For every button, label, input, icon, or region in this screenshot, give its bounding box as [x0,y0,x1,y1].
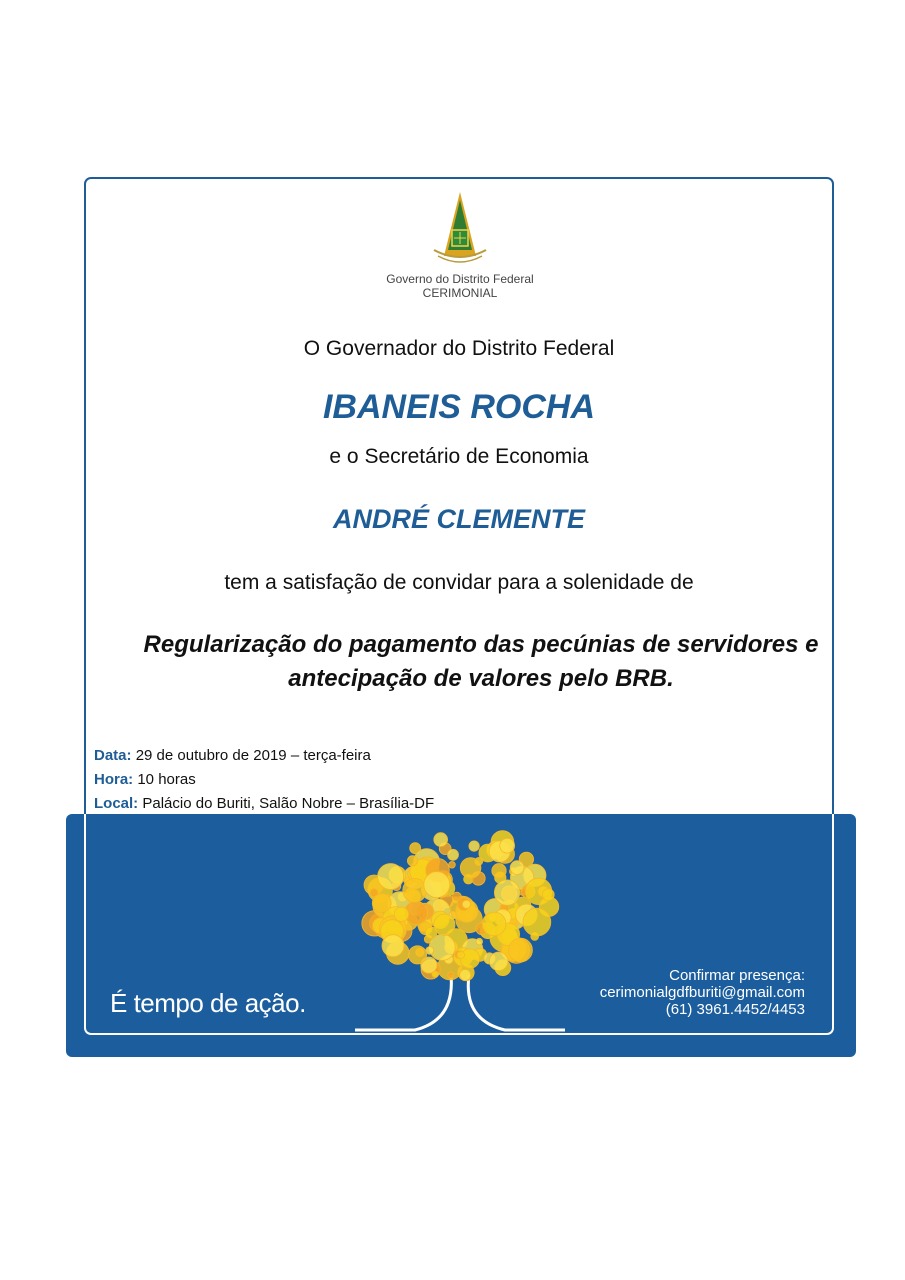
secretary-intro: e o Secretário de Economia [329,445,589,468]
date-label: Data: [94,747,132,764]
place-row [94,792,434,816]
secretary-name: ANDRÉ CLEMENTE [332,504,585,534]
tree-bubble [372,894,391,913]
tree-bubble [500,838,515,853]
tree-bubble [469,841,479,851]
logo-dept-name: CERIMONIAL [422,286,498,300]
gdf-emblem-icon [430,190,490,268]
tree-bubble [432,971,438,977]
tree-bubble [434,914,455,935]
tree-bubble [509,938,533,962]
intro-line: O Governador do Distrito Federal [303,337,615,360]
rsvp-email[interactable]: cerimonialgdfburiti@gmail.com [599,984,805,1001]
tree-bubble [510,861,524,875]
tree-bubble [378,864,404,890]
tree-bubble [460,969,471,980]
tree-bubble [426,947,434,955]
tree-bubble [462,900,470,908]
tree-illustration-icon [355,825,565,1035]
time-label: Hora: [94,771,134,788]
tree-bubble [482,912,506,936]
event-title-line-1: Regularização do pagamento das pecúnias de servidores e [143,631,819,658]
place-value: Palácio do Buriti, Salão Nobre – Brasília-DF [142,795,435,812]
rsvp-contact [600,967,805,1018]
tree-bubble [489,952,508,971]
rsvp-phone: (61) 3961.4452/4453 [665,1001,805,1018]
event-details [94,744,434,816]
tree-bubble [382,935,404,957]
tree-bubble [448,849,459,860]
tree-bubble [407,856,417,866]
slogan: É tempo de ação. [110,988,306,1018]
tree-bubble [460,858,481,879]
time-row [94,768,434,792]
event-title [66,628,896,696]
tree-bubble [424,872,450,898]
tree-bubble [448,972,454,978]
tree-bubble [434,833,448,847]
rsvp-title: Confirmar presença: [669,967,805,984]
tree-bubble [523,908,551,936]
date-row [94,744,434,768]
tree-bubble [494,880,519,905]
place-label: Local: [94,795,139,812]
event-title-line-2: antecipação de valores pelo BRB. [288,665,674,692]
tree-bubble [542,889,554,901]
logo-org-name: Governo do Distrito Federal [386,272,534,286]
gdf-logo [380,190,540,310]
tree-bubble [476,938,483,945]
date-value: 29 de outubro de 2019 – terça-feira [135,747,371,764]
invite-text: tem a satisfação de convidar para a solenidade de [224,571,694,594]
tree-bubble [403,878,427,902]
time-value: 10 horas [137,771,196,788]
tree-bubble [394,907,408,921]
tree-bubble [457,951,464,958]
governor-name: IBANEIS ROCHA [322,388,596,426]
tree-bubble [492,864,506,878]
tree-bubble [408,946,426,964]
tree-bubble [449,862,456,869]
